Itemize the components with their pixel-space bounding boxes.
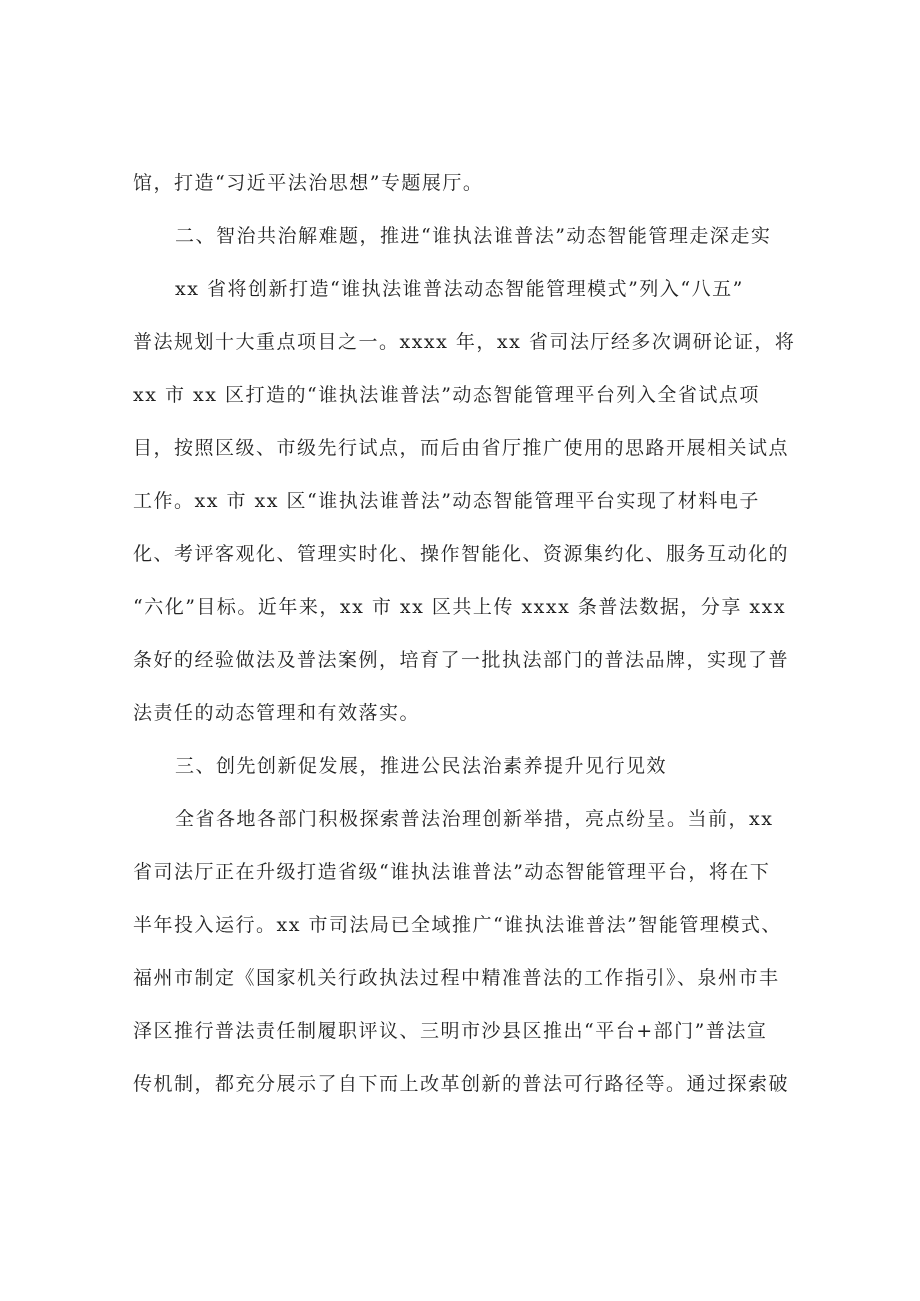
text-line: xx 市 xx 区打造的“谁执法谁普法”动态智能管理平台列入全省试点项 bbox=[133, 384, 760, 406]
text-line: “六化”目标。近年来，xx 市 xx 区共上传 xxxx 条普法数据，分享 xxx bbox=[133, 596, 787, 618]
text-line: 全省各地各部门积极探索普法治理创新举措，亮点纷呈。当前，xx bbox=[175, 808, 774, 830]
text-line: 目，按照区级、市级先行试点，而后由省厅推广使用的思路开展相关试点 bbox=[133, 437, 790, 459]
text-line: xx 省将创新打造“谁执法谁普法动态智能管理模式”列入“八五” bbox=[175, 278, 744, 300]
text-line: 条好的经验做法及普法案例，培育了一批执法部门的普法品牌，实现了普 bbox=[133, 649, 790, 671]
text-line: 福州市制定《国家机关行政执法过程中精准普法的工作指引》、泉州市丰 bbox=[133, 967, 780, 989]
text-line: 馆，打造“习近平法治思想”专题展厅。 bbox=[133, 172, 484, 194]
text-line: 法责任的动态管理和有效落实。 bbox=[133, 702, 421, 724]
section-heading: 三、创先创新促发展，推进公民法治素养提升见行见效 bbox=[175, 755, 668, 777]
text-line: 普法规划十大重点项目之一。xxxx 年，xx 省司法厅经多次调研论证，将 bbox=[133, 331, 796, 353]
text-line: 泽区推行普法责任制履职评议、三明市沙县区推出“平台+部门”普法宣 bbox=[133, 1020, 768, 1042]
text-line: 传机制，都充分展示了自下而上改革创新的普法可行路径等。通过探索破 bbox=[133, 1073, 790, 1095]
text-line: 化、考评客观化、管理实时化、操作智能化、资源集约化、服务互动化的 bbox=[133, 543, 790, 565]
text-line: 半年投入运行。xx 市司法局已全域推广“谁执法谁普法”智能管理模式、 bbox=[133, 914, 782, 936]
section-heading: 二、智治共治解难题，推进“谁执法谁普法”动态智能管理走深走实 bbox=[175, 225, 772, 247]
text-line: 工作。xx 市 xx 区“谁执法谁普法”动态智能管理平台实现了材料电子 bbox=[133, 490, 760, 512]
text-line: 省司法厅正在升级打造省级“谁执法谁普法”动态智能管理平台，将在下 bbox=[133, 861, 771, 883]
